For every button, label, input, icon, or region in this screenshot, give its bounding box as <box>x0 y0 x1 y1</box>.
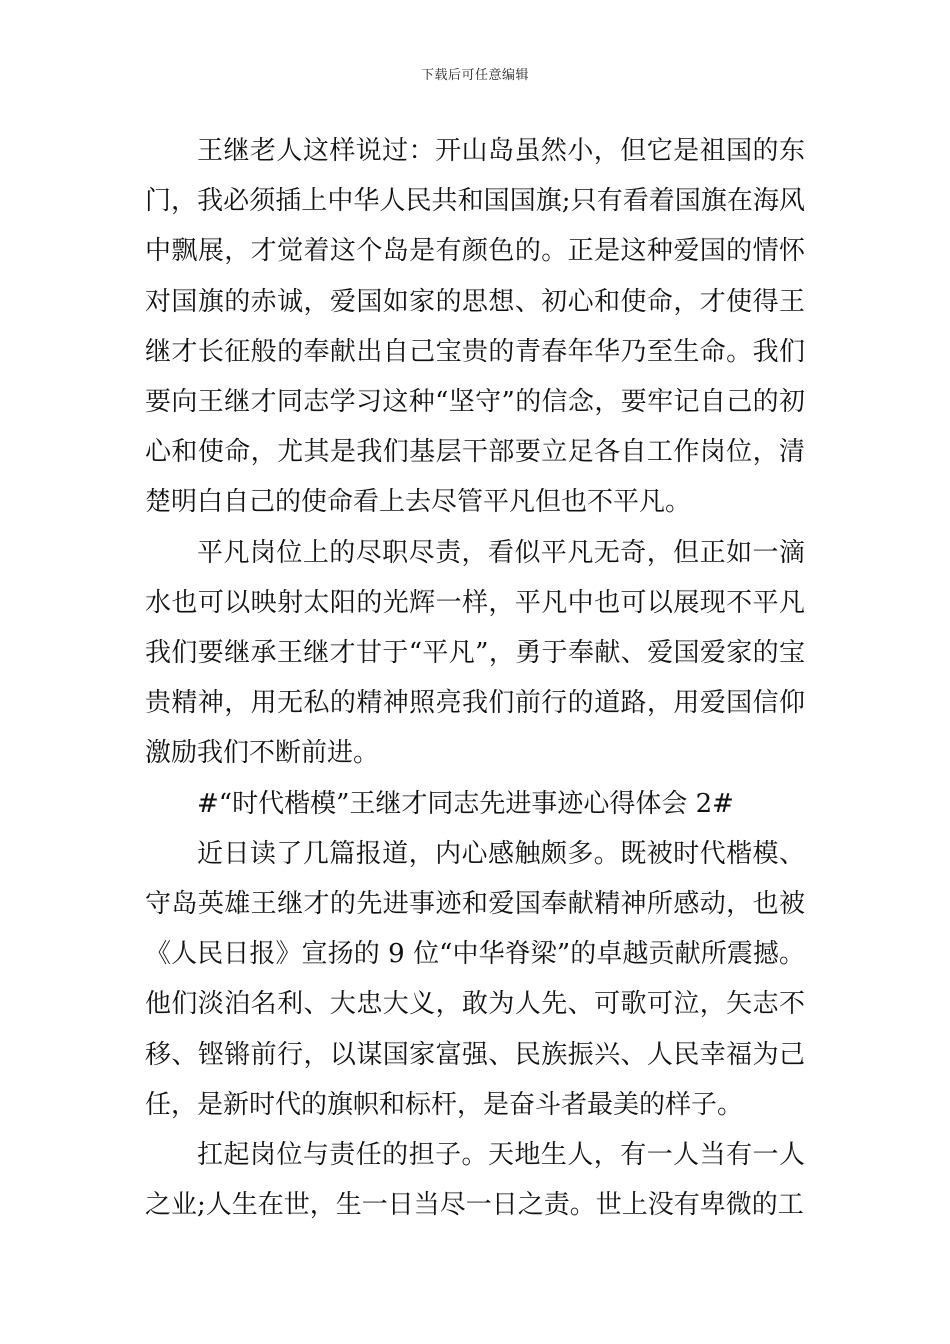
document-body <box>145 126 805 1230</box>
paragraph-2: 平凡岗位上的尽职尽责，看似平凡无奇，但正如一滴水也可以映射太阳的光辉一样，平凡中也可以展现不平凡我们要继承王继才甘于“平凡”，勇于奉献、爱国爱家的宝贵精神，用无私的精神照亮我们前行的道路，用爱国信仰激励我们不断前进。 <box>145 537 805 769</box>
paragraph-1: 王继老人这样说过：开山岛虽然小，但它是祖国的东门，我必须插上中华人民共和国国旗;只有看着国旗在海风中飘展，才觉着这个岛是有颜色的。正是这种爱国的情怀对国旗的赤诚，爱国如家的思想、初心和使命，才使得王继才长征般的奉献出自己宝贵的青春年华乃至生命。我们要向王继才同志学习这种“坚守”的信念，要牢记自己的初心和使命，尤其是我们基层干部要立足各自工作岗位，清楚明白自己的使命看上去尽管平凡但也不平凡。 <box>145 136 805 518</box>
page-header-note: 下载后可任意编辑 <box>420 68 529 83</box>
section-heading: #“时代楷模”王继才同志先进事迹心得体会 2# <box>197 788 734 819</box>
paragraph-3: 近日读了几篇报道，内心感触颇多。既被时代楷模、守岛英雄王继才的先进事迹和爱国奉献精神所感动，也被《人民日报》宣扬的 9 位“中华脊梁”的卓越贡献所震撼。他们淡泊名利、大忠大义，敢为人先、可歌可泣，矢志不移、铿锵前行，以谋国家富强、民族振兴、人民幸福为己任，是新时代的旗帜和标杆，是奋斗者最美的样子。 <box>145 838 805 1120</box>
paragraph-4: 扛起岗位与责任的担子。天地生人，有一人当有一人之业;人生在世，生一日当尽一日之责。世上没有卑微的工 <box>145 1140 805 1221</box>
